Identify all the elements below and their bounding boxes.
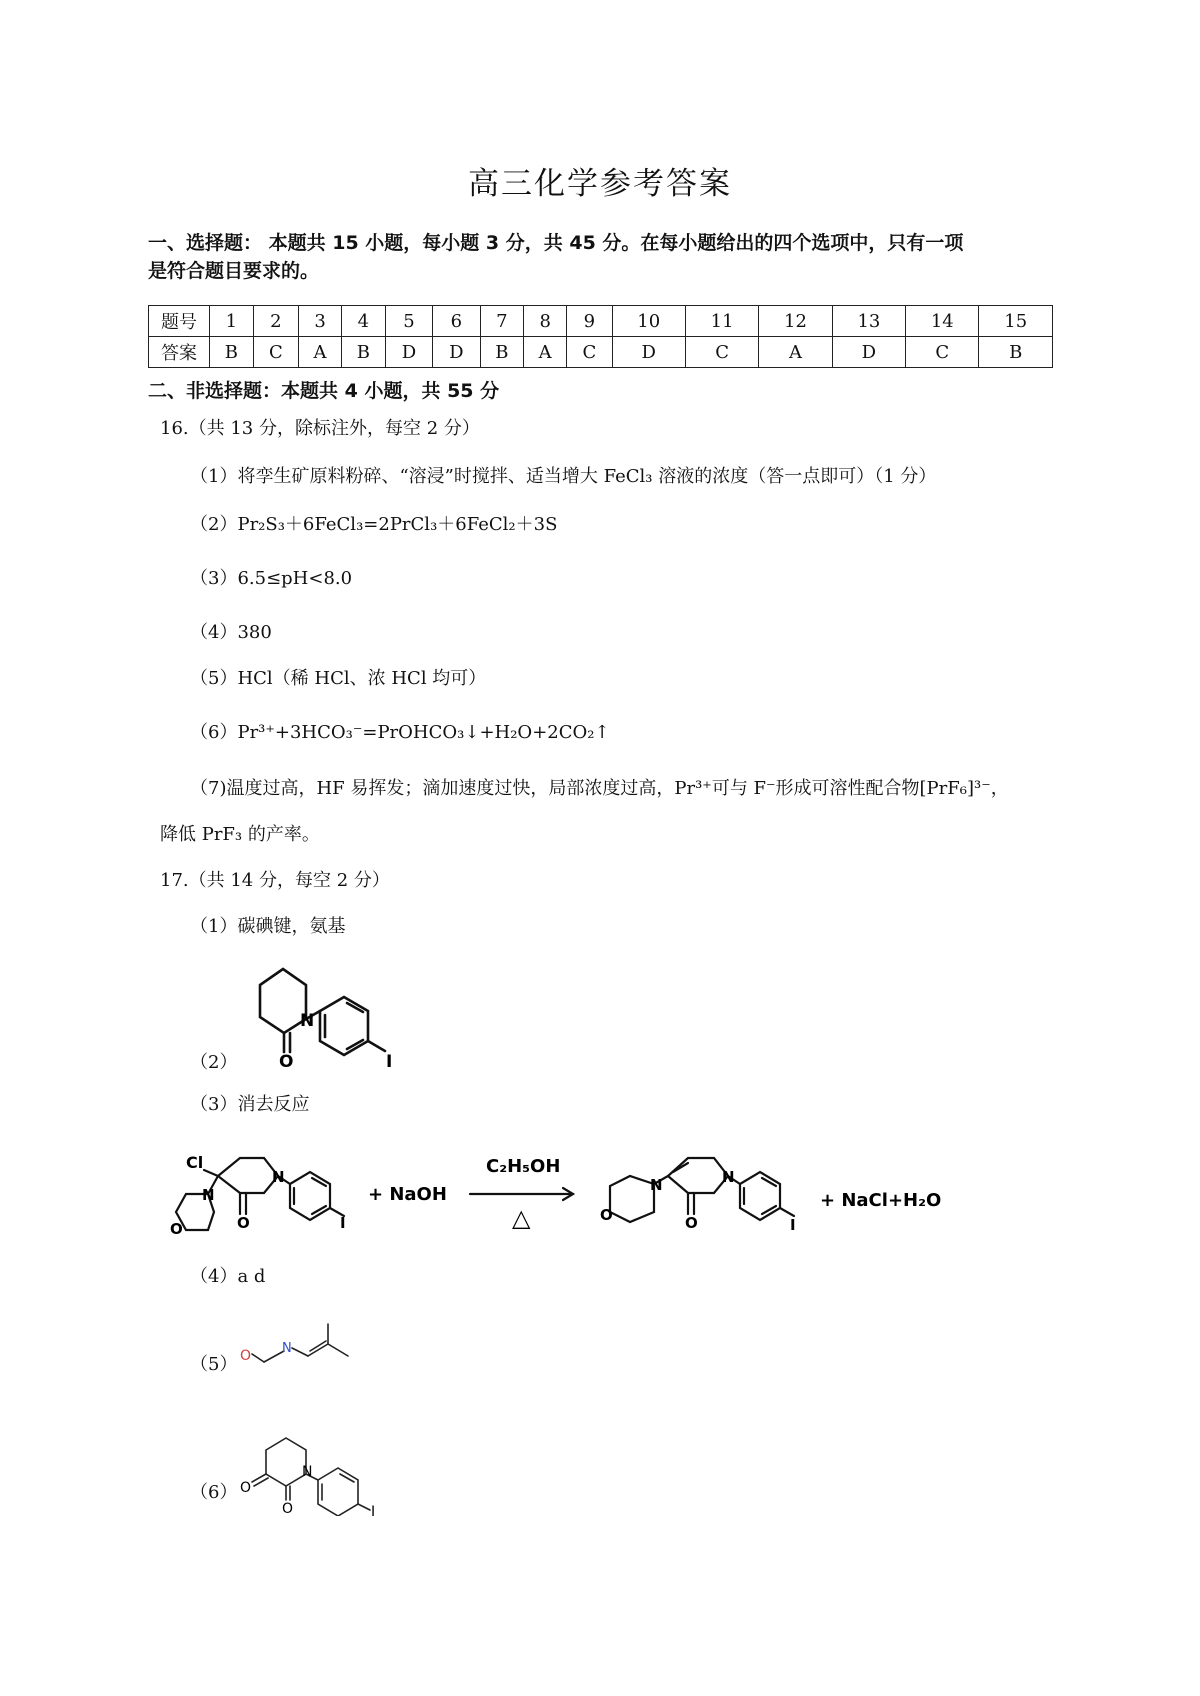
atom-n: N bbox=[272, 1168, 285, 1186]
q16-answer-2: （2）Pr₂S₃＋6FeCl₃=2PrCl₃＋6FeCl₂＋3S bbox=[190, 514, 558, 535]
atom-n: N bbox=[722, 1168, 735, 1186]
q17-answer-1: （1）碳碘键，氨基 bbox=[190, 916, 346, 937]
structure-q17-6 bbox=[240, 1416, 410, 1516]
atom-o: O bbox=[279, 1052, 294, 1072]
answer-cell: C bbox=[253, 337, 298, 368]
question-number: 10 bbox=[612, 306, 685, 337]
question-number: 9 bbox=[567, 306, 612, 337]
q16-answer-5: （5）HCl（稀 HCl、浓 HCl 均可） bbox=[190, 668, 487, 689]
table-row-answers bbox=[149, 337, 1053, 368]
q17-answer-3: （3）消去反应 bbox=[190, 1094, 310, 1115]
answer-cell: D bbox=[832, 337, 905, 368]
question-number: 3 bbox=[299, 306, 342, 337]
question-number: 2 bbox=[253, 306, 298, 337]
answer-cell: B bbox=[342, 337, 386, 368]
page-title: 高三化学参考答案 bbox=[468, 166, 732, 202]
atom-o: O bbox=[237, 1214, 250, 1232]
answer-cell: C bbox=[685, 337, 758, 368]
atom-n: N bbox=[302, 1464, 313, 1480]
reagent-naoh: + NaOH bbox=[368, 1184, 447, 1205]
q16-answer-3: （3）6.5≤pH<8.0 bbox=[190, 568, 353, 589]
answer-cell: D bbox=[612, 337, 685, 368]
q16-answer-1: （1）将孪生矿原料粉碎、“溶浸”时搅拌、适当增大 FeCl₃ 溶液的浓度（答一点即可）（1 分） bbox=[190, 466, 937, 487]
answer-cell: A bbox=[759, 337, 832, 368]
q16-answer-7-line1: （7)温度过高，HF 易挥发；滴加速度过快，局部浓度过高，Pr³⁺可与 F⁻形成可溶性配合物[PrF₆]³⁻， bbox=[190, 778, 1009, 799]
reaction-heat: △ bbox=[512, 1204, 531, 1232]
section1-line1: 一、选择题： 本题共 15 小题，每小题 3 分，共 45 分。在每小题给出的四个选项中，只有一项 bbox=[148, 232, 964, 254]
q16-heading: 16.（共 13 分，除标注外，每空 2 分） bbox=[160, 418, 480, 439]
q16-answer-4: （4）380 bbox=[190, 622, 272, 643]
question-number: 13 bbox=[832, 306, 905, 337]
atom-o: O bbox=[240, 1480, 252, 1496]
q16-answer-6: （6）Pr³⁺+3HCO₃⁻=PrOHCO₃↓+H₂O+2CO₂↑ bbox=[190, 722, 610, 743]
answer-cell: B bbox=[979, 337, 1053, 368]
atom-o: O bbox=[282, 1501, 294, 1516]
q17-answer-4: （4）a d bbox=[190, 1266, 266, 1287]
question-number: 6 bbox=[433, 306, 480, 337]
q16-answer-7-line2: 降低 PrF₃ 的产率。 bbox=[160, 824, 320, 845]
atom-o: O bbox=[600, 1206, 613, 1224]
answer-cell: B bbox=[480, 337, 524, 368]
question-number: 7 bbox=[480, 306, 524, 337]
reaction-products: + NaCl+H₂O bbox=[820, 1190, 942, 1211]
question-number: 12 bbox=[759, 306, 832, 337]
row-header-number: 题号 bbox=[149, 306, 210, 337]
question-number: 1 bbox=[210, 306, 254, 337]
atom-i: I bbox=[371, 1504, 376, 1516]
q17-answer-6-label: （6） bbox=[190, 1482, 238, 1503]
row-header-answer: 答案 bbox=[149, 337, 210, 368]
answer-cell: D bbox=[385, 337, 432, 368]
atom-n: N bbox=[282, 1341, 292, 1356]
question-number: 14 bbox=[906, 306, 979, 337]
atom-n: N bbox=[202, 1186, 215, 1204]
atom-n: N bbox=[650, 1176, 663, 1194]
question-number: 4 bbox=[342, 306, 386, 337]
atom-i: I bbox=[340, 1214, 346, 1232]
q17-answer-5-label: （5） bbox=[190, 1354, 238, 1375]
section1-line2: 是符合题目要求的。 bbox=[148, 260, 320, 282]
answer-cell: B bbox=[210, 337, 254, 368]
reaction-solvent: C₂H₅OH bbox=[486, 1156, 561, 1177]
structure-q17-2 bbox=[250, 955, 430, 1075]
atom-i: I bbox=[386, 1052, 393, 1072]
q17-heading: 17.（共 14 分，每空 2 分） bbox=[160, 870, 390, 891]
question-number: 11 bbox=[685, 306, 758, 337]
question-number: 15 bbox=[979, 306, 1053, 337]
question-number: 8 bbox=[524, 306, 567, 337]
atom-n: N bbox=[300, 1011, 315, 1031]
answer-table bbox=[148, 305, 1053, 368]
answer-cell: C bbox=[906, 337, 979, 368]
answer-cell: D bbox=[433, 337, 480, 368]
reaction-scheme bbox=[168, 1136, 1038, 1251]
section2-heading: 二、非选择题：本题共 4 小题，共 55 分 bbox=[148, 380, 500, 402]
question-number: 5 bbox=[385, 306, 432, 337]
answer-cell: C bbox=[567, 337, 612, 368]
q17-answer-2-label: （2） bbox=[190, 1052, 238, 1073]
structure-q17-5 bbox=[240, 1318, 380, 1378]
table-row-numbers bbox=[149, 306, 1053, 337]
atom-o: O bbox=[685, 1214, 698, 1232]
answer-cell: A bbox=[299, 337, 342, 368]
answer-cell: A bbox=[524, 337, 567, 368]
atom-o: O bbox=[240, 1348, 252, 1364]
atom-o: O bbox=[170, 1220, 183, 1238]
atom-cl: Cl bbox=[186, 1153, 204, 1172]
atom-i: I bbox=[790, 1216, 796, 1234]
